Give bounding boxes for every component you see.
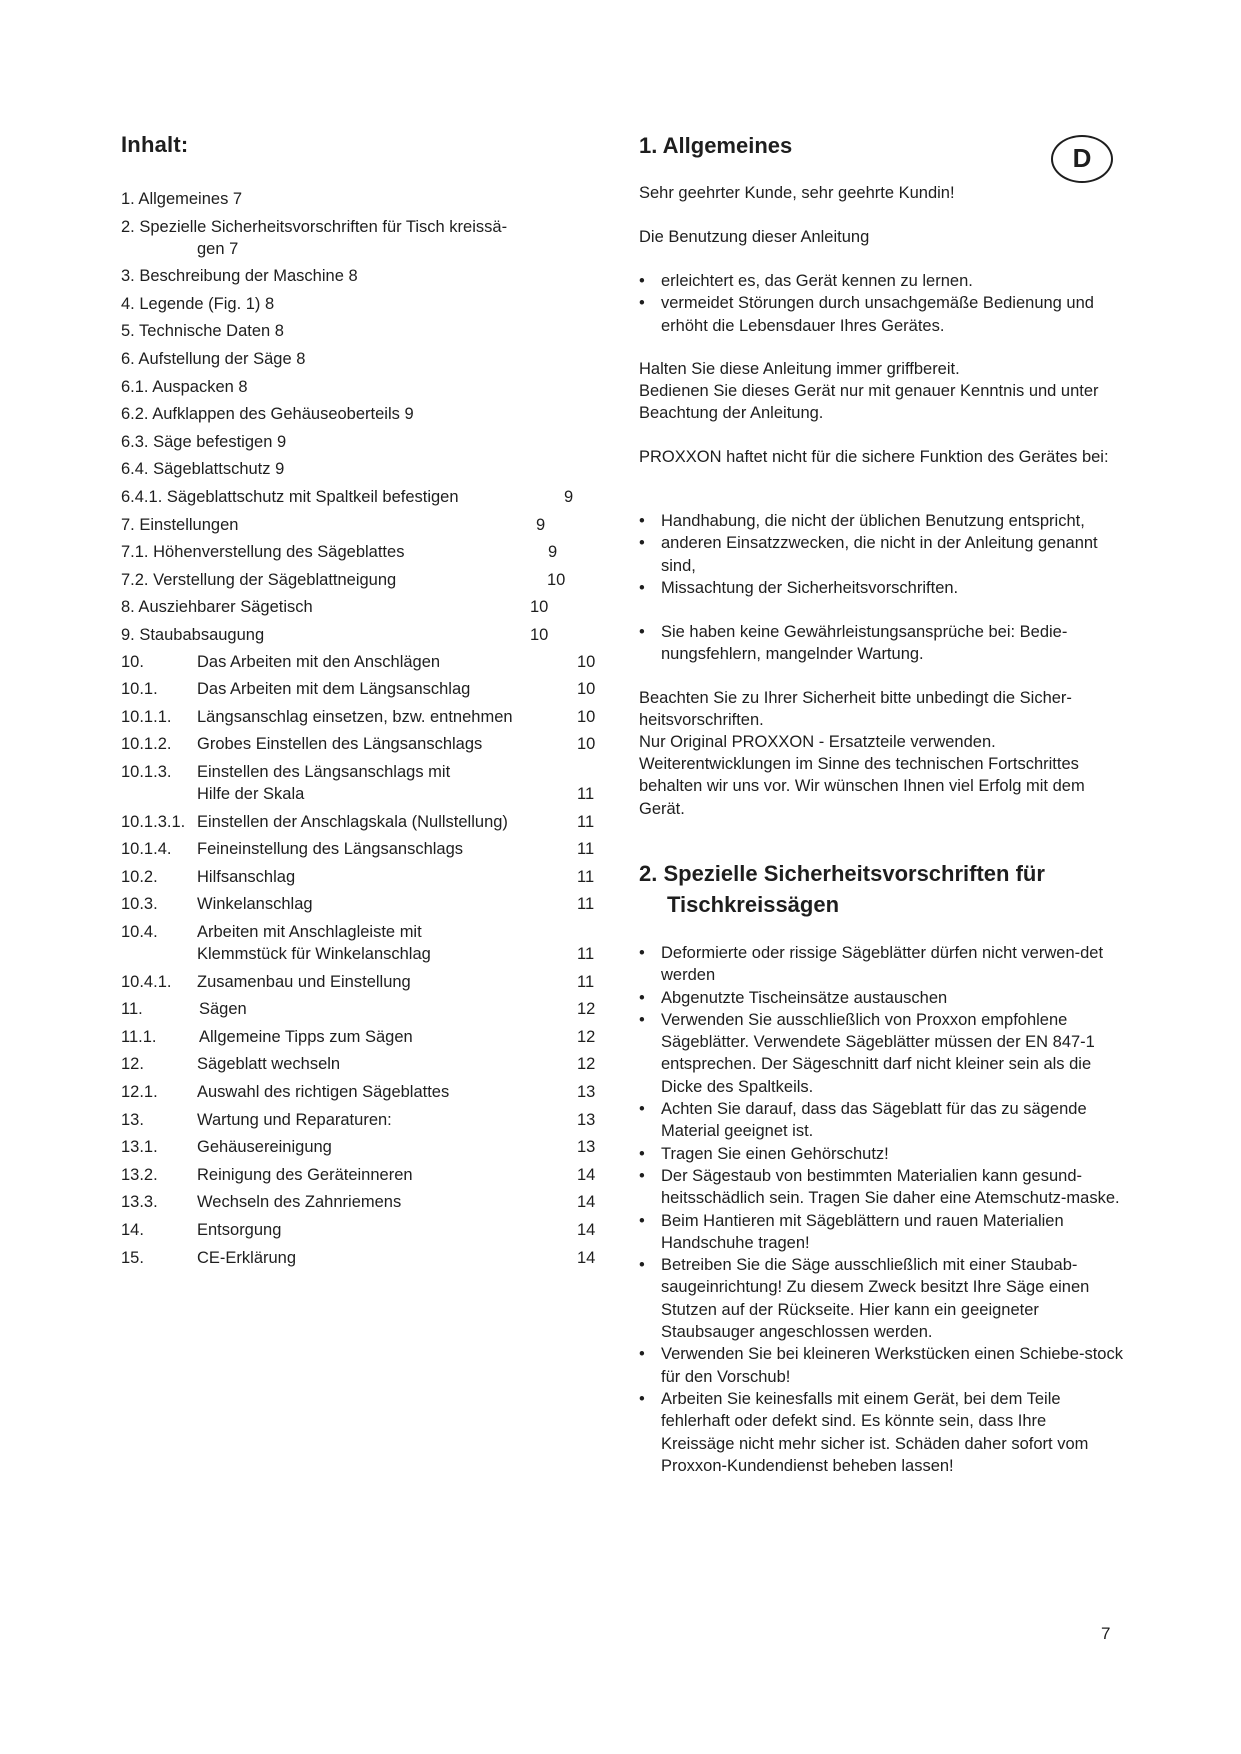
- toc-page-number: 13: [577, 1083, 596, 1101]
- toc-page-number: 11: [577, 945, 595, 963]
- list-item: [639, 577, 1124, 599]
- operate-text: Bedienen Sie dieses Gerät nur mit genauer Kenntnis und unter Beachtung der Anleitung.: [639, 382, 1099, 423]
- bullet-icon: •: [639, 294, 645, 313]
- toc-entry-number: 10.1.3.1.: [121, 812, 186, 831]
- spare-parts-note: Nur Original PROXXON - Ersatzteile verwenden.: [639, 733, 996, 751]
- language-badge: D: [1051, 135, 1113, 183]
- list-item-text: Beim Hantieren mit Sägeblättern und rauen Materialien Handschuhe tragen!: [661, 1211, 1064, 1252]
- section-2-heading: [639, 858, 1045, 920]
- toc-entry-number: 11.: [121, 1000, 143, 1019]
- list-item-text: Missachtung der Sicherheitsvorschriften.: [661, 578, 959, 597]
- toc-page-number: 14: [577, 1248, 596, 1267]
- list-item-text: Sie haben keine Gewährleistungsansprüche bei: Bedie-nungsfehlern, mangelnder Wartung.: [661, 623, 1068, 664]
- toc-entry: 9. Staubabsaugung: [121, 626, 265, 644]
- toc-entry: Allgemeine Tipps zum Sägen: [199, 1027, 413, 1046]
- toc-entry-number: 10.1.4.: [121, 840, 172, 859]
- toc-entry: 8. Ausziehbarer Sägetisch: [121, 598, 313, 617]
- list-item: [639, 510, 1124, 532]
- toc-entry-number: 10.1.2.: [121, 735, 172, 754]
- toc-entry-number: 12.1.: [121, 1083, 158, 1101]
- list-item-text: anderen Einsatzzwecken, die nicht in der Anleitung genannt sind,: [661, 534, 1098, 575]
- bullet-icon: •: [639, 944, 645, 962]
- toc-entry: Feineinstellung des Längsanschlags: [197, 840, 464, 859]
- list-item: [639, 1388, 1124, 1477]
- toc-entry: 7. Einstellungen: [121, 515, 239, 534]
- salutation: Sehr geehrter Kunde, sehr geehrte Kundin!: [639, 184, 955, 202]
- toc-entry-continuation: Klemmstück für Winkelanschlag: [197, 945, 431, 963]
- toc-entry: Zusamenbau und Einstellung: [197, 972, 411, 991]
- toc-entry: Grobes Einstellen des Längsanschlags: [197, 735, 483, 754]
- benefits-list: [639, 270, 1124, 337]
- list-item-text: Handhabung, die nicht der üblichen Benutzung entspricht,: [661, 512, 1085, 530]
- safety-rules-list: [639, 942, 1124, 1477]
- toc-entry-number: 10.2.: [121, 867, 158, 886]
- toc-page-number: 10: [577, 680, 596, 699]
- toc-page-number: 12: [577, 1055, 596, 1074]
- toc-entry: 5. Technische Daten 8: [121, 322, 284, 341]
- list-item: [639, 987, 1124, 1009]
- toc-entry: CE-Erklärung: [197, 1248, 297, 1267]
- toc-entry-number: 13.: [121, 1110, 144, 1129]
- list-item-text: Der Sägestaub von bestimmten Materialien kann gesund-heitsschädlich sein. Tragen Sie daher eine Atemschutz-maske.: [661, 1166, 1120, 1208]
- toc-entry: Das Arbeiten mit den Anschlägen: [197, 652, 441, 671]
- bullet-icon: •: [639, 272, 645, 290]
- toc-page-number: 10: [577, 652, 596, 671]
- toc-page-number: 10: [577, 707, 596, 726]
- list-item: [639, 1165, 1124, 1210]
- bullet-icon: •: [639, 1256, 645, 1275]
- section-2-heading-line2: Tischkreissägen: [667, 892, 840, 917]
- list-item-text: vermeidet Störungen durch unsachgemäße Bedienung und erhöht die Lebensdauer Ihres Gerätes.: [661, 294, 1094, 335]
- warranty-list: [639, 621, 1109, 666]
- bullet-icon: •: [639, 1166, 645, 1185]
- list-item-text: erleichtert es, das Gerät kennen zu lernen.: [661, 272, 973, 290]
- toc-entry: Auswahl des richtigen Sägeblattes: [197, 1083, 450, 1101]
- toc-page-number: 9: [536, 515, 546, 534]
- toc-entry: 6.3. Säge befestigen 9: [121, 432, 287, 451]
- toc-entry-number: 10.4.1.: [121, 972, 172, 991]
- toc-entry-continuation: gen 7: [197, 239, 239, 258]
- toc-entry-number: 12.: [121, 1055, 144, 1074]
- toc-entry: Winkelanschlag: [197, 895, 313, 914]
- toc-page-number: 9: [548, 543, 558, 562]
- toc-entry: 6.4.1. Sägeblattschutz mit Spaltkeil befestigen: [121, 488, 459, 506]
- toc-page-number: 10: [547, 570, 566, 589]
- liability-list: [639, 510, 1124, 599]
- keep-manual-text: Halten Sie diese Anleitung immer griffbereit.: [639, 360, 960, 378]
- toc-title: Inhalt:: [121, 132, 189, 157]
- toc-page-number: 11: [577, 785, 595, 803]
- list-item: [639, 942, 1124, 987]
- toc-entry: Gehäusereinigung: [197, 1138, 332, 1157]
- toc-entry: 6.1. Auspacken 8: [121, 377, 248, 396]
- toc-entry: 7.1. Höhenverstellung des Sägeblattes: [121, 543, 405, 562]
- toc-entry-number: 15.: [121, 1248, 144, 1267]
- toc-entry: Sägeblatt wechseln: [197, 1055, 341, 1074]
- toc-entry: 6.4. Sägeblattschutz 9: [121, 460, 285, 479]
- liability-text: PROXXON haftet nicht für die sichere Funktion des Gerätes bei:: [639, 448, 1109, 466]
- list-item: [639, 1254, 1124, 1343]
- toc-entry: 1. Allgemeines 7: [121, 190, 243, 208]
- toc-entry-number: 13.3.: [121, 1193, 158, 1212]
- toc-page-number: 9: [564, 488, 574, 506]
- toc-entry-number: 13.2.: [121, 1165, 158, 1184]
- toc-entry: Hilfsanschlag: [197, 867, 296, 886]
- toc-entry: Einstellen der Anschlagskala (Nullstellung): [197, 812, 508, 831]
- toc-page-number: 10: [530, 626, 549, 644]
- safety-note: Beachten Sie zu Ihrer Sicherheit bitte unbedingt die Sicher-heitsvorschriften.: [639, 689, 1072, 730]
- toc-page-number: 10: [577, 735, 596, 754]
- toc-page-number: 11: [577, 895, 595, 914]
- bullet-icon: •: [639, 1144, 645, 1163]
- list-item: [639, 1098, 1124, 1143]
- list-item-text: Abgenutzte Tischeinsätze austauschen: [661, 988, 948, 1007]
- bullet-icon: •: [639, 512, 645, 530]
- toc-page-number: 10: [530, 598, 549, 617]
- toc-entry: Wechseln des Zahnriemens: [197, 1193, 402, 1212]
- list-item: [639, 1009, 1124, 1098]
- toc-entry: Längsanschlag einsetzen, bzw. entnehmen: [197, 707, 513, 726]
- list-item: [639, 621, 1109, 666]
- toc-entry: Einstellen des Längsanschlags mit: [197, 763, 451, 781]
- intro-text: Die Benutzung dieser Anleitung: [639, 228, 870, 246]
- page-number: 7: [1101, 1624, 1111, 1643]
- list-item: [639, 1143, 1124, 1165]
- toc-page-number: 11: [577, 840, 595, 859]
- list-item: [639, 1343, 1124, 1388]
- bullet-icon: •: [639, 1211, 645, 1230]
- toc-entry: 3. Beschreibung der Maschine 8: [121, 267, 358, 286]
- toc-page-number: 11: [577, 812, 595, 831]
- development-note: Weiterentwicklungen im Sinne des technischen Fortschrittes behalten wir uns vor. Wir wünschen Ihnen viel Erfolg mit dem Gerät.: [639, 755, 1085, 818]
- list-item-text: Tragen Sie einen Gehörschutz!: [661, 1144, 889, 1163]
- toc-entry-number: 13.1.: [121, 1138, 158, 1157]
- toc-entry-number: 10.4.: [121, 923, 158, 941]
- toc-entry: 6.2. Aufklappen des Gehäuseoberteils 9: [121, 405, 414, 424]
- list-item: [639, 270, 1124, 292]
- list-item-text: Arbeiten Sie keinesfalls mit einem Gerät, bei dem Teile fehlerhaft oder defekt sind. Es könnte sein, dass Ihre Kreissäge nicht mehr sicher ist. Schäden daher sofort vom Proxxon-Kundendienst beheben lassen!: [661, 1389, 1089, 1475]
- toc-entry-number: 10.1.1.: [121, 707, 172, 726]
- bullet-icon: •: [639, 578, 645, 597]
- list-item-text: Achten Sie darauf, dass das Sägeblatt für das zu sägende Material geeignet ist.: [661, 1100, 1087, 1141]
- bullet-icon: •: [639, 534, 645, 553]
- toc-entry: Arbeiten mit Anschlagleiste mit: [197, 923, 422, 941]
- list-item: [639, 1210, 1124, 1255]
- bullet-icon: •: [639, 1010, 645, 1029]
- section-2-heading-line1: 2. Spezielle Sicherheitsvorschriften für: [639, 861, 1045, 886]
- bullet-icon: •: [639, 1100, 645, 1119]
- toc-page-number: 12: [577, 1000, 596, 1019]
- section-1-heading: 1. Allgemeines: [639, 133, 793, 158]
- toc-entry: Das Arbeiten mit dem Längsanschlag: [197, 680, 471, 699]
- toc-entry-number: 11.1.: [121, 1027, 157, 1046]
- toc-page-number: 11: [577, 867, 595, 886]
- toc-entry: Sägen: [199, 1000, 247, 1019]
- toc-entry: Reinigung des Geräteinneren: [197, 1165, 413, 1184]
- toc-entry: Wartung und Reparaturen:: [197, 1110, 392, 1129]
- toc-entry: 2. Spezielle Sicherheitsvorschriften für Tisch kreissä-: [121, 217, 508, 236]
- toc-page-number: 14: [577, 1221, 596, 1239]
- toc-entry-number: 14.: [121, 1221, 144, 1239]
- toc-entry-number: 10.3.: [121, 895, 158, 914]
- bullet-icon: •: [639, 988, 645, 1007]
- toc-page-number: 13: [577, 1110, 596, 1129]
- bullet-icon: •: [639, 1389, 645, 1408]
- toc-entry-continuation: Hilfe der Skala: [197, 785, 305, 803]
- list-item-text: Verwenden Sie ausschließlich von Proxxon empfohlene Sägeblätter. Verwendete Sägeblätter müssen der EN 847-1 entsprechen. Der Sägeschnitt darf nicht kleiner sein als die Dicke des Spaltkeils.: [661, 1010, 1095, 1096]
- bullet-icon: •: [639, 623, 645, 641]
- toc-entry: 7.2. Verstellung der Sägeblattneigung: [121, 570, 397, 589]
- toc-entry: 4. Legende (Fig. 1) 8: [121, 294, 275, 313]
- toc-entry: 6. Aufstellung der Säge 8: [121, 350, 306, 368]
- toc-entry-number: 10.: [121, 652, 144, 671]
- toc-page-number: 12: [577, 1027, 596, 1046]
- list-item-text: Deformierte oder rissige Sägeblätter dürfen nicht verwen-det werden: [661, 944, 1104, 985]
- toc-page-number: 14: [577, 1165, 596, 1184]
- list-item-text: Verwenden Sie bei kleineren Werkstücken einen Schiebe-stock für den Vorschub!: [661, 1345, 1123, 1386]
- toc-page-number: 14: [577, 1193, 596, 1212]
- toc-entry-number: 10.1.3.: [121, 763, 172, 781]
- list-item-text: Betreiben Sie die Säge ausschließlich mit einer Staubab-saugeinrichtung! Zu diesem Zweck besitzt Ihre Säge einen Stutzen auf der Rückseite. Hier kann ein geeigneter Staubsauger angeschlossen werden.: [661, 1256, 1090, 1342]
- toc-page-number: 13: [577, 1138, 596, 1157]
- toc-entry: Entsorgung: [197, 1221, 282, 1239]
- list-item: [639, 292, 1124, 337]
- bullet-icon: •: [639, 1345, 645, 1364]
- toc-entry-number: 10.1.: [121, 680, 158, 699]
- list-item: [639, 532, 1124, 577]
- toc-page-number: 11: [577, 972, 595, 991]
